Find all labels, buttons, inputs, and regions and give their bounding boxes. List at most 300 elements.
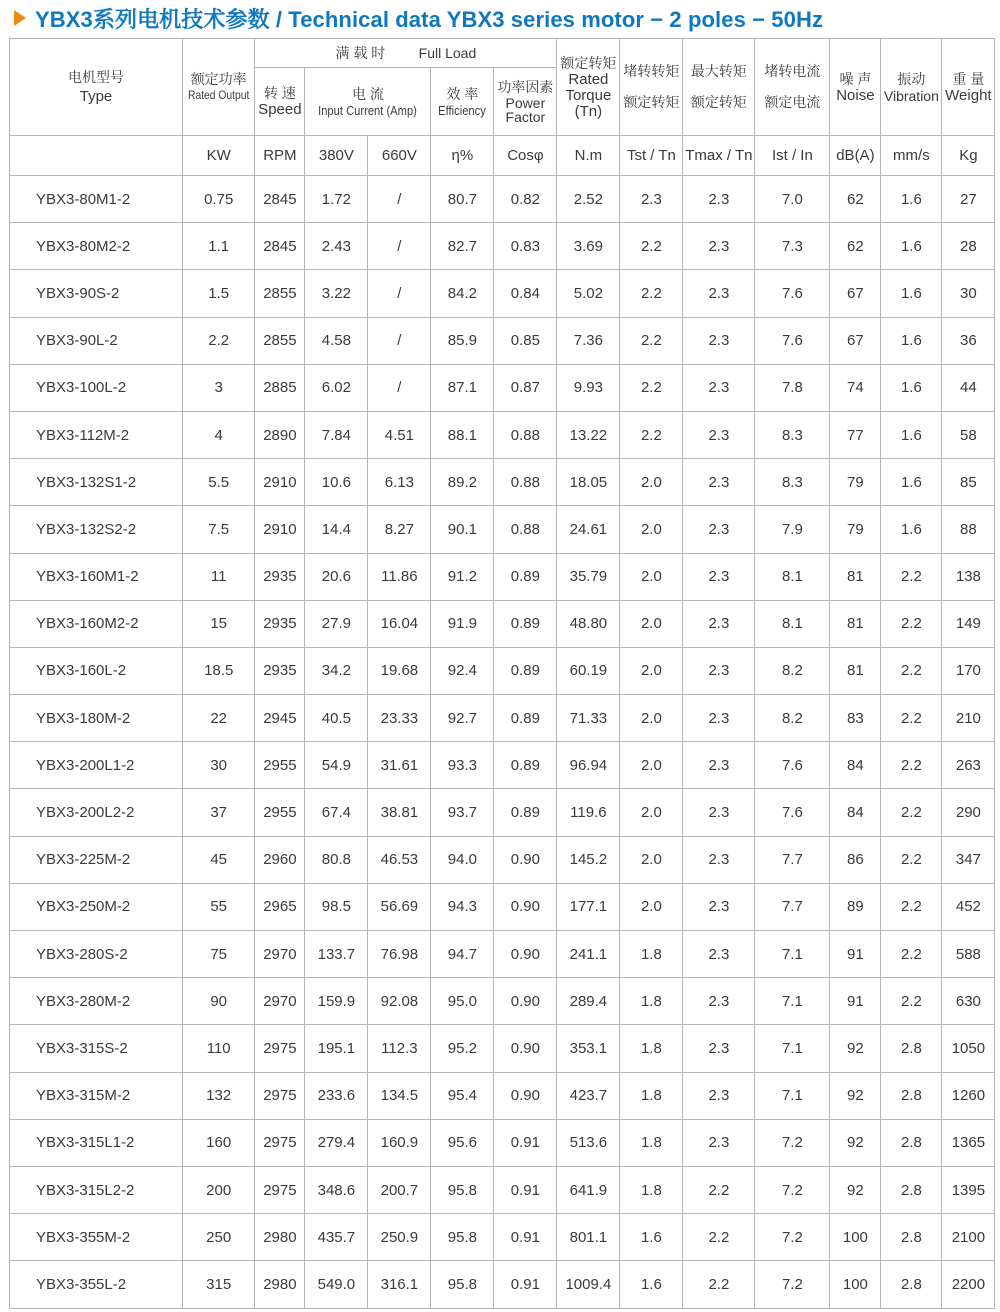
table-row [10,836,995,883]
table-cell: 4.58 [305,317,368,364]
table-cell: 23.33 [368,695,431,742]
table-cell: 20.6 [305,553,368,600]
table-cell: 2.8 [881,1025,942,1072]
table-cell: 91 [830,978,881,1025]
table-cell: 2975 [255,1166,305,1213]
table-cell: 7.2 [755,1261,830,1308]
header-noise: 噪 声 Noise [830,39,881,136]
motor-type-cell: YBX3-280M-2 [10,978,183,1025]
table-cell: 2975 [255,1025,305,1072]
motor-type-cell: YBX3-355L-2 [10,1261,183,1308]
table-row [10,742,995,789]
table-cell: 233.6 [305,1072,368,1119]
table-cell: 2.2 [881,836,942,883]
table-cell: 160 [183,1119,255,1166]
table-cell: 1.6 [881,270,942,317]
table-cell: 8.2 [755,695,830,742]
table-cell: 134.5 [368,1072,431,1119]
table-cell: 2.3 [683,836,755,883]
table-cell: 95.4 [431,1072,494,1119]
table-cell: 90 [183,978,255,1025]
table-cell: 8.3 [755,459,830,506]
table-cell: 5.02 [557,270,620,317]
table-cell: 0.88 [494,411,557,458]
table-row [10,1166,995,1213]
table-cell: 34.2 [305,647,368,694]
table-cell: 100 [830,1214,881,1261]
table-cell: 11.86 [368,553,431,600]
table-cell: 145.2 [557,836,620,883]
table-cell: 9.93 [557,364,620,411]
table-cell: 2.3 [683,789,755,836]
table-cell: 18.5 [183,647,255,694]
motor-type-cell: YBX3-160L-2 [10,647,183,694]
table-row [10,270,995,317]
table-cell: 630 [942,978,995,1025]
table-cell: 1.6 [881,223,942,270]
table-cell: 2.2 [683,1166,755,1213]
table-cell: 177.1 [557,883,620,930]
table-cell: 1.5 [183,270,255,317]
table-cell: 95.2 [431,1025,494,1072]
table-row [10,459,995,506]
table-cell: 2.3 [683,647,755,694]
table-cell: 6.02 [305,364,368,411]
table-cell: 54.9 [305,742,368,789]
header-weight: 重 量 Weight [942,39,995,136]
table-cell: 67 [830,270,881,317]
table-cell: 35.79 [557,553,620,600]
table-cell: 88 [942,506,995,553]
header-power-factor: 功率因素 Power Factor [494,68,557,136]
table-cell: 90.1 [431,506,494,553]
unit-cell [10,136,183,176]
table-cell: 18.05 [557,459,620,506]
table-cell: 2890 [255,411,305,458]
table-cell: 7.1 [755,1025,830,1072]
table-cell: 2855 [255,317,305,364]
table-cell: 67 [830,317,881,364]
table-cell: 94.0 [431,836,494,883]
table-row [10,978,995,1025]
table-cell: 84 [830,742,881,789]
table-cell: 27 [942,176,995,223]
unit-cell: 660V [368,136,431,176]
table-cell: 250.9 [368,1214,431,1261]
table-cell: 7.6 [755,270,830,317]
table-cell: / [368,223,431,270]
table-cell: 2.0 [620,742,683,789]
table-cell: 7.6 [755,789,830,836]
table-cell: 7.2 [755,1119,830,1166]
header-full-load: 满 载 时 Full Load [255,39,557,68]
table-cell: 48.80 [557,600,620,647]
table-cell: 7.7 [755,883,830,930]
motor-type-cell: YBX3-315S-2 [10,1025,183,1072]
table-cell: 62 [830,223,881,270]
table-row [10,1025,995,1072]
table-cell: 2885 [255,364,305,411]
table-cell: 7.1 [755,978,830,1025]
unit-cell: KW [183,136,255,176]
table-cell: 92 [830,1025,881,1072]
unit-cell: η% [431,136,494,176]
table-cell: 45 [183,836,255,883]
table-cell: 0.89 [494,553,557,600]
table-cell: 0.90 [494,978,557,1025]
table-cell: 38.81 [368,789,431,836]
table-cell: 71.33 [557,695,620,742]
table-cell: 2975 [255,1119,305,1166]
table-cell: 2.2 [683,1214,755,1261]
table-cell: 2.2 [683,1261,755,1308]
table-row [10,931,995,978]
header-max-torque-ratio: 最大转矩 额定转矩 [683,39,755,136]
table-cell: 7.1 [755,931,830,978]
table-cell: 93.7 [431,789,494,836]
table-cell: 348.6 [305,1166,368,1213]
table-cell: 92 [830,1119,881,1166]
table-cell: 95.8 [431,1166,494,1213]
table-cell: 16.04 [368,600,431,647]
table-cell: 7.6 [755,742,830,789]
table-cell: 2.2 [881,789,942,836]
table-cell: 7.84 [305,411,368,458]
table-cell: 1050 [942,1025,995,1072]
table-cell: 160.9 [368,1119,431,1166]
table-cell: 3 [183,364,255,411]
table-cell: 2.0 [620,459,683,506]
table-row [10,1072,995,1119]
table-cell: 7.8 [755,364,830,411]
table-cell: 452 [942,883,995,930]
table-cell: 0.88 [494,506,557,553]
table-cell: 79 [830,459,881,506]
table-cell: 80.7 [431,176,494,223]
motor-type-cell: YBX3-132S1-2 [10,459,183,506]
table-cell: 81 [830,553,881,600]
motor-type-cell: YBX3-160M2-2 [10,600,183,647]
table-cell: 2.2 [620,364,683,411]
table-cell: 289.4 [557,978,620,1025]
table-cell: 2.3 [620,176,683,223]
table-cell: 2.2 [881,931,942,978]
table-cell: 0.91 [494,1119,557,1166]
table-cell: 2965 [255,883,305,930]
table-cell: 1.6 [881,176,942,223]
motor-type-cell: YBX3-315M-2 [10,1072,183,1119]
table-cell: 2.3 [683,553,755,600]
motor-type-cell: YBX3-80M2-2 [10,223,183,270]
table-cell: 2.3 [683,411,755,458]
table-cell: 2935 [255,600,305,647]
table-cell: 2.0 [620,836,683,883]
table-cell: 316.1 [368,1261,431,1308]
table-cell: 0.90 [494,883,557,930]
table-cell: 8.1 [755,553,830,600]
table-cell: 7.0 [755,176,830,223]
table-cell: 40.5 [305,695,368,742]
table-cell: 2.0 [620,553,683,600]
table-cell: 1260 [942,1072,995,1119]
table-cell: 2.3 [683,317,755,364]
table-cell: 200 [183,1166,255,1213]
table-cell: / [368,317,431,364]
motor-type-cell: YBX3-160M1-2 [10,553,183,600]
table-cell: 138 [942,553,995,600]
table-cell: 3.22 [305,270,368,317]
triangle-bullet-icon [14,10,26,26]
header-rated-torque: 额定转矩 Rated Torque (Tn) [557,39,620,136]
table-cell: 94.7 [431,931,494,978]
unit-cell: RPM [255,136,305,176]
table-cell: 30 [183,742,255,789]
table-cell: 0.91 [494,1214,557,1261]
table-cell: 96.94 [557,742,620,789]
table-cell: 83 [830,695,881,742]
table-cell: 2845 [255,223,305,270]
table-cell: 263 [942,742,995,789]
motor-type-cell: YBX3-315L1-2 [10,1119,183,1166]
motor-type-cell: YBX3-100L-2 [10,364,183,411]
unit-cell: 380V [305,136,368,176]
table-cell: 85 [942,459,995,506]
header-type: 电机型号 Type [10,39,183,136]
table-cell: 87.1 [431,364,494,411]
table-cell: 77 [830,411,881,458]
table-cell: 2200 [942,1261,995,1308]
table-cell: / [368,270,431,317]
table-cell: 195.1 [305,1025,368,1072]
table-cell: 1.8 [620,1025,683,1072]
table-cell: 112.3 [368,1025,431,1072]
table-cell: 2.2 [881,883,942,930]
table-cell: 0.91 [494,1261,557,1308]
table-cell: 5.5 [183,459,255,506]
motor-type-cell: YBX3-112M-2 [10,411,183,458]
table-row [10,176,995,223]
table-cell: 2980 [255,1261,305,1308]
table-cell: 1.8 [620,931,683,978]
table-cell: 2.2 [881,695,942,742]
table-cell: 0.88 [494,459,557,506]
table-cell: 2.0 [620,883,683,930]
table-cell: 801.1 [557,1214,620,1261]
table-cell: 200.7 [368,1166,431,1213]
table-cell: 110 [183,1025,255,1072]
table-row [10,317,995,364]
table-cell: / [368,176,431,223]
table-cell: 0.82 [494,176,557,223]
table-cell: 2.3 [683,600,755,647]
table-cell: 2845 [255,176,305,223]
table-cell: 2.2 [881,978,942,1025]
table-cell: 74 [830,364,881,411]
table-row [10,695,995,742]
table-cell: 2.8 [881,1072,942,1119]
table-cell: 27.9 [305,600,368,647]
table-cell: 6.13 [368,459,431,506]
table-cell: 315 [183,1261,255,1308]
table-cell: 1365 [942,1119,995,1166]
unit-cell: Cosφ [494,136,557,176]
table-cell: 347 [942,836,995,883]
table-cell: 8.1 [755,600,830,647]
table-cell: 95.6 [431,1119,494,1166]
table-cell: 98.5 [305,883,368,930]
table-cell: 2.2 [881,600,942,647]
table-cell: 58 [942,411,995,458]
table-cell: 36 [942,317,995,364]
table-cell: 2.0 [620,789,683,836]
table-cell: 2.3 [683,1072,755,1119]
table-cell: 1.6 [881,411,942,458]
table-cell: 94.3 [431,883,494,930]
table-cell: 2100 [942,1214,995,1261]
motor-type-cell: YBX3-280S-2 [10,931,183,978]
motor-type-cell: YBX3-132S2-2 [10,506,183,553]
table-cell: 8.27 [368,506,431,553]
table-row [10,1119,995,1166]
table-cell: 7.7 [755,836,830,883]
table-cell: 28 [942,223,995,270]
motor-type-cell: YBX3-250M-2 [10,883,183,930]
table-cell: 2.2 [620,317,683,364]
table-cell: 2960 [255,836,305,883]
table-cell: 290 [942,789,995,836]
table-cell: 2975 [255,1072,305,1119]
table-cell: 89 [830,883,881,930]
table-cell: 1.6 [620,1214,683,1261]
table-cell: 1.1 [183,223,255,270]
table-cell: 67.4 [305,789,368,836]
table-cell: 1.8 [620,978,683,1025]
table-cell: 7.9 [755,506,830,553]
table-cell: 2.43 [305,223,368,270]
table-cell: 1.8 [620,1119,683,1166]
motor-type-cell: YBX3-200L1-2 [10,742,183,789]
table-cell: 2.2 [881,553,942,600]
table-cell: 55 [183,883,255,930]
table-cell: 30 [942,270,995,317]
table-cell: 2980 [255,1214,305,1261]
motor-type-cell: YBX3-355M-2 [10,1214,183,1261]
table-cell: 76.98 [368,931,431,978]
table-cell: 2945 [255,695,305,742]
table-cell: 92 [830,1072,881,1119]
table-cell: 92.08 [368,978,431,1025]
table-cell: 7.3 [755,223,830,270]
table-row [10,789,995,836]
table-cell: 4 [183,411,255,458]
table-cell: 88.1 [431,411,494,458]
table-body [10,176,995,1309]
table-cell: 4.51 [368,411,431,458]
header-locked-torque-ratio: 堵转转矩 额定转矩 [620,39,683,136]
table-cell: 56.69 [368,883,431,930]
table-cell: 2.3 [683,931,755,978]
table-cell: 31.61 [368,742,431,789]
table-row [10,1214,995,1261]
table-cell: 7.1 [755,1072,830,1119]
table-cell: 7.2 [755,1214,830,1261]
table-cell: 2.8 [881,1214,942,1261]
page-title-text: YBX3系列电机技术参数 / Technical data YBX3 series motor − 2 poles − 50Hz [35,6,824,32]
table-cell: 92.7 [431,695,494,742]
table-cell: 86 [830,836,881,883]
table-cell: 0.91 [494,1166,557,1213]
table-cell: 2.0 [620,600,683,647]
unit-cell: Tst / Tn [620,136,683,176]
table-row [10,506,995,553]
table-cell: 0.89 [494,789,557,836]
table-cell: 2.0 [620,695,683,742]
table-cell: 95.8 [431,1214,494,1261]
table-cell: 549.0 [305,1261,368,1308]
table-cell: 37 [183,789,255,836]
table-cell: 2935 [255,553,305,600]
header-locked-current-ratio: 堵转电流 额定电流 [755,39,830,136]
table-cell: 46.53 [368,836,431,883]
table-cell: 2910 [255,506,305,553]
motor-type-cell: YBX3-225M-2 [10,836,183,883]
unit-cell: N.m [557,136,620,176]
table-cell: / [368,364,431,411]
table-cell: 241.1 [557,931,620,978]
table-cell: 2.2 [881,647,942,694]
table-cell: 1.6 [881,459,942,506]
header-row-top [10,39,995,68]
table-cell: 2.8 [881,1166,942,1213]
header-vibration: 振动 Vibration [881,39,942,136]
table-cell: 2.2 [183,317,255,364]
table-cell: 2.3 [683,176,755,223]
table-cell: 2.3 [683,1025,755,1072]
unit-cell: Ist / In [755,136,830,176]
table-cell: 3.69 [557,223,620,270]
table-cell: 2.0 [620,506,683,553]
table-cell: 2.3 [683,506,755,553]
table-cell: 0.84 [494,270,557,317]
table-cell: 75 [183,931,255,978]
table-cell: 2.0 [620,647,683,694]
table-cell: 15 [183,600,255,647]
table-cell: 1.6 [881,317,942,364]
table-cell: 13.22 [557,411,620,458]
table-cell: 100 [830,1261,881,1308]
motor-type-cell: YBX3-90S-2 [10,270,183,317]
table-cell: 1.8 [620,1166,683,1213]
table-cell: 2.3 [683,695,755,742]
table-cell: 1.6 [881,364,942,411]
table-cell: 170 [942,647,995,694]
table-cell: 8.2 [755,647,830,694]
table-cell: 0.89 [494,742,557,789]
table-cell: 2.52 [557,176,620,223]
table-cell: 79 [830,506,881,553]
table-row [10,364,995,411]
table-cell: 0.90 [494,836,557,883]
table-cell: 8.3 [755,411,830,458]
motor-type-cell: YBX3-90L-2 [10,317,183,364]
table-cell: 62 [830,176,881,223]
table-cell: 93.3 [431,742,494,789]
motor-type-cell: YBX3-200L2-2 [10,789,183,836]
table-cell: 7.36 [557,317,620,364]
table-cell: 2.8 [881,1119,942,1166]
table-cell: 2.3 [683,459,755,506]
table-cell: 2.2 [620,223,683,270]
